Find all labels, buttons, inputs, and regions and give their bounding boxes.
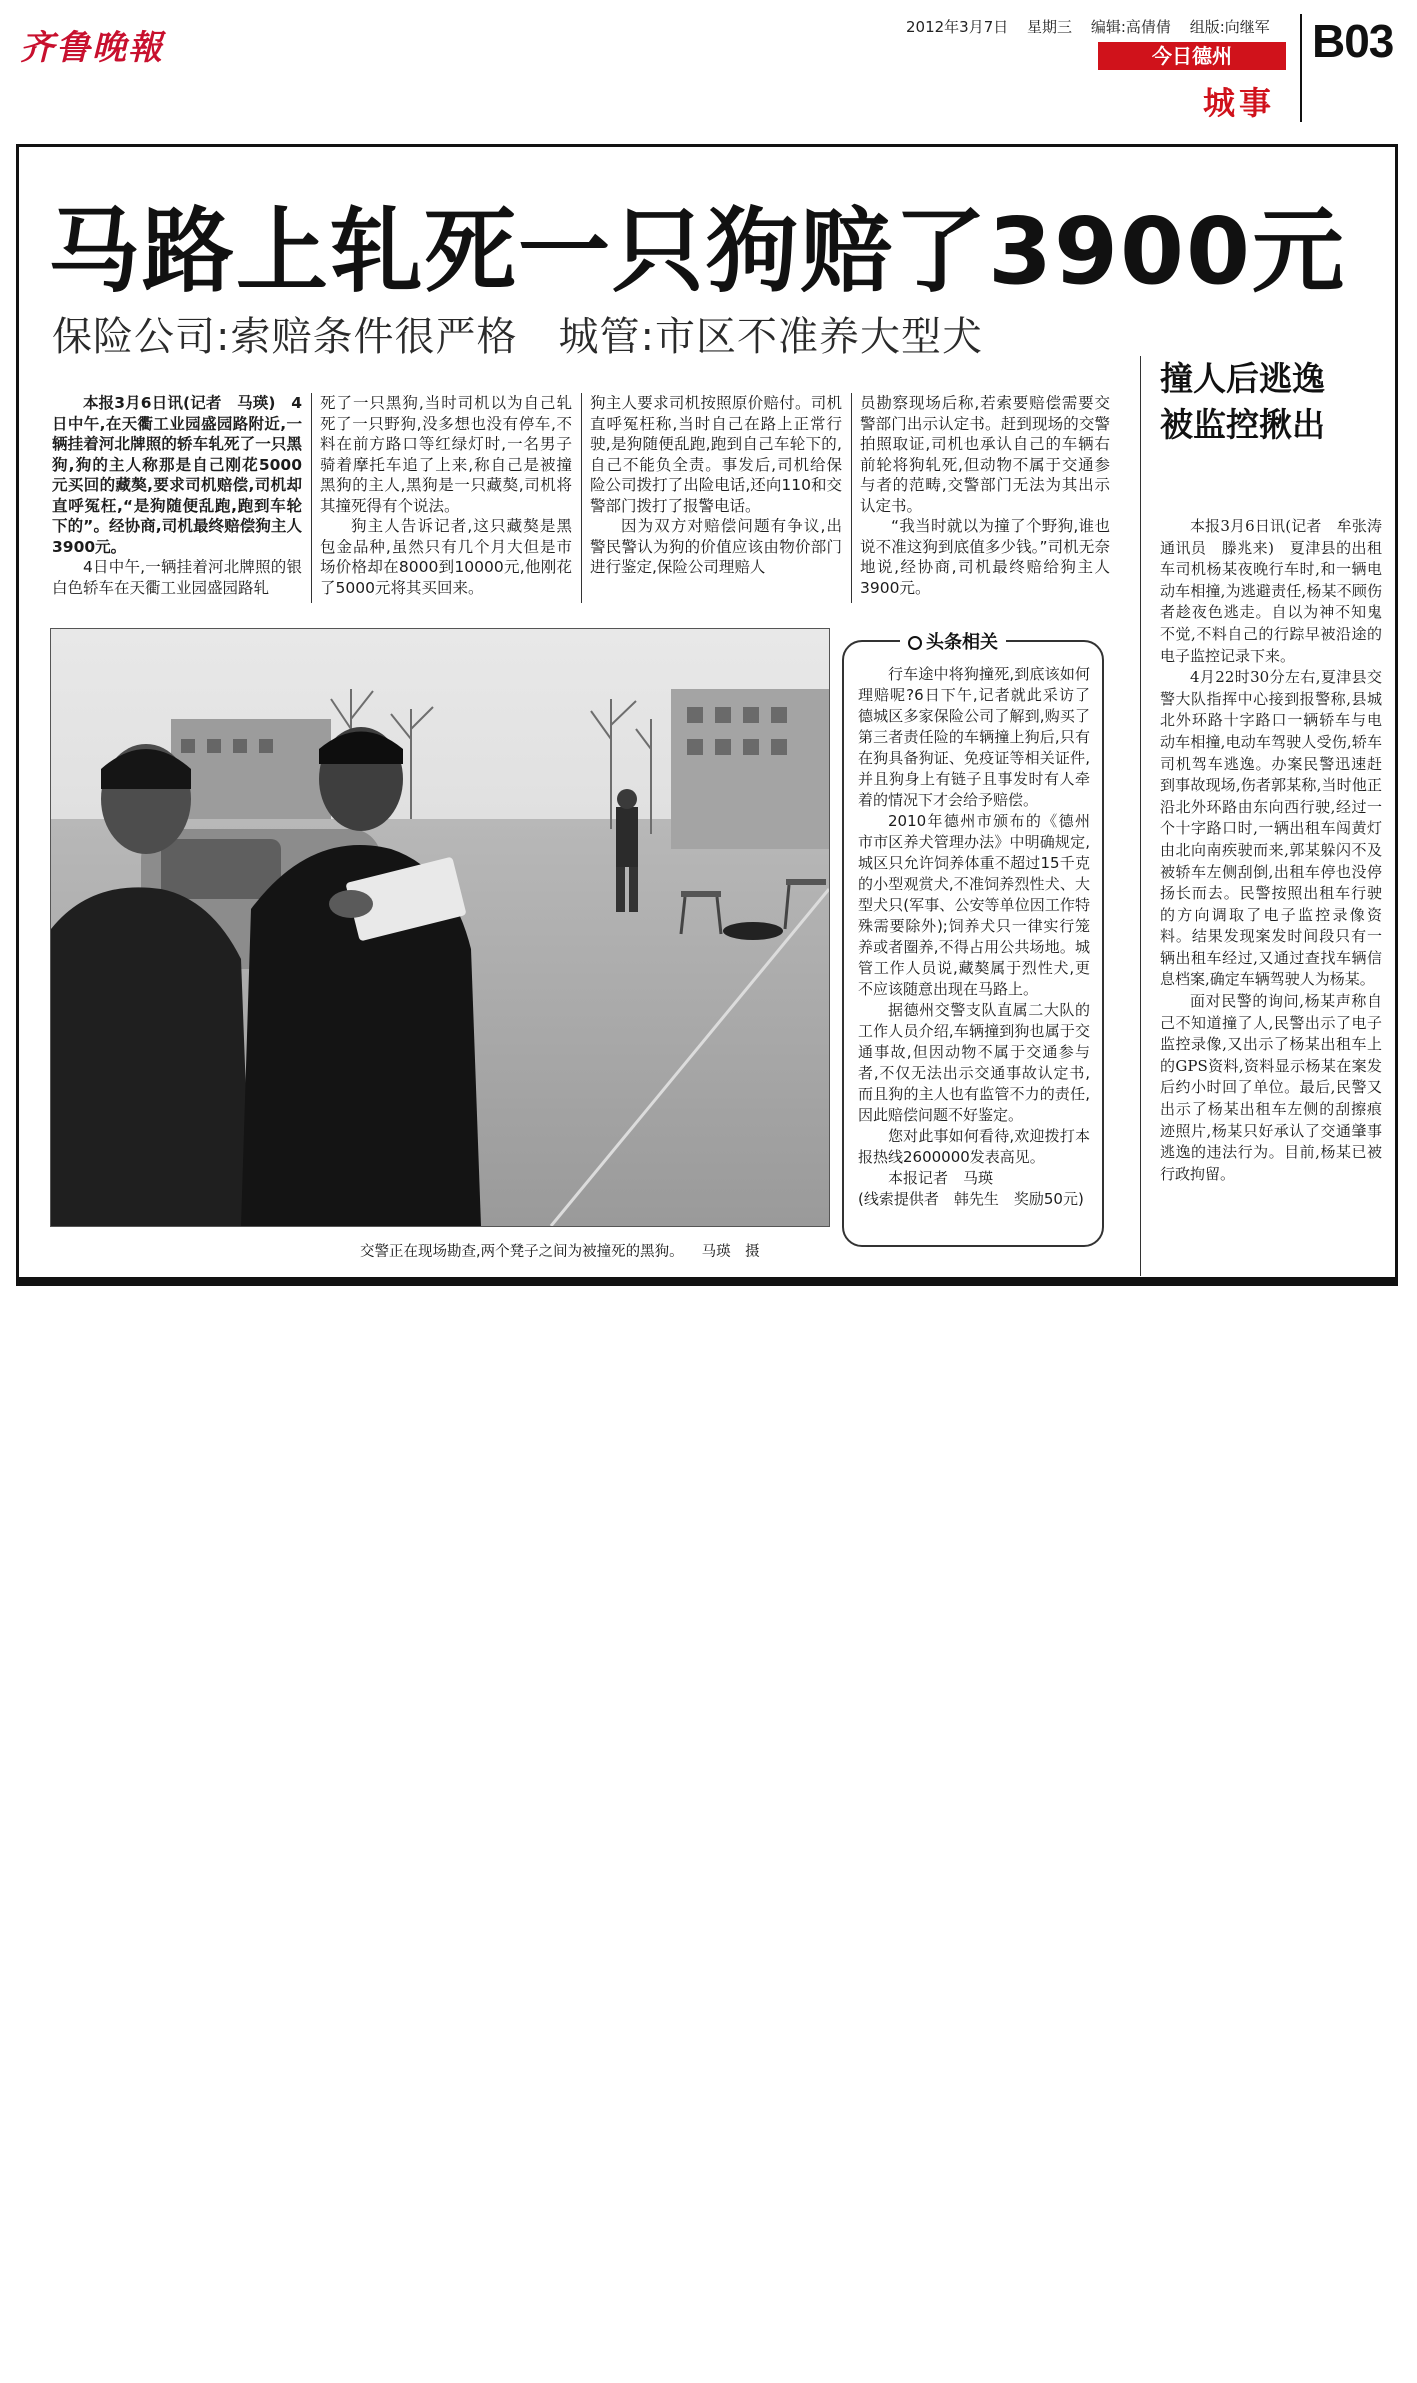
article-paragraph: 狗主人要求司机按照原价赔付。司机直呼冤枉称,当时自己在路上正常行驶,是狗随便乱跑,跑到自己车轮下的,自己不能负全责。事发后,司机给保险公司拨打了出险电话,还向110和交警部门拨打了报警电话。 [590,394,842,515]
sidebar-paragraph: 您对此事如何看待,欢迎拨打本报热线2600000发表高见。 [858,1127,1090,1166]
sidebar-paragraph: 据德州交警支队直属二大队的工作人员介绍,车辆撞到狗也属于交通事故,但因动物不属于交通参与者,不仅无法出示交通事故认定书,而且狗的主人也有监管不力的责任,因此赔偿问题不好鉴定。 [858,1001,1090,1124]
main-subhead: 保险公司:索赔条件很严格 城管:市区不准养大型犬 [52,314,983,360]
article-column-1 [52,393,302,598]
sidebar-paragraph: 行车途中将狗撞死,到底该如何理赔呢?6日下午,记者就此采访了德城区多家保险公司了解到,购买了第三者责任险的车辆撞上狗后,只有在狗具备狗证、免疫证等相关证件,并且狗身上有链子且事发时有人牵着的情况下才会给予赔偿。 [858,665,1090,809]
main-headline: 马路上轧死一只狗赔了3900元 [48,198,1347,305]
sidebar-body [858,664,1090,1210]
issue-weekday: 星期三 [1027,18,1073,36]
header-divider [1300,14,1302,122]
side-story-headline [1160,356,1325,448]
side-story-body [1160,516,1398,1185]
caption-credit: 马瑛 摄 [701,1244,760,1260]
article-column-4 [860,393,1110,598]
article-column-3 [590,393,842,578]
column-rule [851,393,852,603]
photo-caption [360,1240,760,1261]
news-photo [50,628,830,1227]
article-paragraph: 死了一只黑狗,当时司机以为自己轧死了一只野狗,没多想也没有停车,不料在前方路口等红绿灯时,一名男子骑着摩托车追了上来,称自己是被撞黑狗的主人,黑狗是一只藏獒,司机将其撞死得有个说法。 [320,394,572,515]
sidebar-paragraph: 2010年德州市颁布的《德州市市区养犬管理办法》中明确规定,城区只允许饲养体重不超过15千克的小型观赏犬,不准饲养烈性犬、大型犬只(军事、公安等单位因工作特殊需要除外);饲养犬只一律实行笼养或者圈养,不得占用公共场地。城管工作人员说,藏獒属于烈性犬,更不应该随意出现在马路上。 [858,812,1090,998]
newspaper-masthead: 齐鲁晚報 [20,28,164,68]
article-paragraph: 本报3月6日讯(记者 马瑛) 4日中午,在天衢工业园盛园路附近,一辆挂着河北牌照的轿车轧死了一只黑狗,狗的主人称那是自己刚花5000元买回的藏獒,要求司机赔偿,司机却直呼冤枉,“是狗随便乱跑,跑到车轮下的”。经协商,司机最终赔偿狗主人3900元。 [52,394,302,556]
news-photo-illustration [51,629,829,1226]
sidebar-byline: 本报记者 马瑛 [888,1169,994,1187]
page-meta [906,16,1284,37]
side-story-paragraph: 面对民警的询问,杨某声称自己不知道撞了人,民警出示了电子监控录像,又出示了杨某出租车上的GPS资料,资料显示杨某在案发后约小时回了单位。最后,民警又出示了杨某出租车左侧的刮擦痕迹照片,杨某只好承认了交通肇事逃逸的违法行为。目前,杨某已被行政拘留。 [1160,992,1382,1183]
side-headline-line-1: 撞人后逃逸 [1160,359,1325,398]
column-rule [581,393,582,603]
page-number: B03 [1312,15,1394,67]
article-paragraph: 员勘察现场后称,若索要赔偿需要交警部门出示认定书。赶到现场的交警拍照取证,司机也承认自己的车辆右前轮将狗轧死,但动物不属于交通参与者的范畴,交警部门无法为其出示认定书。 [860,394,1110,515]
section-tag: 今日德州 [1098,42,1286,70]
side-headline-line-2: 被监控揪出 [1160,405,1325,444]
editor-credit: 编辑:高倩倩 [1090,18,1171,36]
column-rule [311,393,312,603]
caption-text: 交警正在现场勘查,两个凳子之间为被撞死的黑狗。 [360,1244,684,1260]
section-name: 城事 [1203,84,1276,122]
issue-date: 2012年3月7日 [906,18,1009,36]
sidebar-title-text: 头条相关 [926,632,998,653]
side-story-rule [1140,356,1141,1276]
article-paragraph: 因为双方对赔偿问题有争议,出警民警认为狗的价值应该由物价部门进行鉴定,保险公司理赔人 [590,517,842,576]
circle-icon [908,636,922,650]
layout-credit: 组版:向继军 [1189,18,1270,36]
side-story-paragraph: 4月22时30分左右,夏津县交警大队指挥中心接到报警称,县城北外环路十字路口一辆轿车与电动车相撞,电动车驾驶人受伤,轿车司机驾车逃逸。办案民警迅速赶到事故现场,伤者郭某称,当时他正沿北外环路由东向西行驶,经过一个十字路口时,一辆出租车闯黄灯由北向南疾驶而来,郭某躲闪不及被轿车左侧刮倒,出租车停也没停扬长而去。民警按照出租车行驶的方向调取了电子监控录像资料。结果发现案发时间段只有一辆出租车经过,又通过查找车辆信息档案,确定车辆驾驶人为杨某。 [1160,668,1382,989]
side-story-paragraph: 本报3月6日讯(记者 牟张涛 通讯员 滕兆来) 夏津县的出租车司机杨某夜晚行车时,和一辆电动车相撞,为逃避责任,杨某不顾伤者趁夜色逃走。自以为神不知鬼不觉,不料自己的行踪早被沿途的电子监控记录下来。 [1160,517,1398,665]
article-paragraph: 狗主人告诉记者,这只藏獒是黑包金品种,虽然只有几个月大但是市场价格却在8000到10000元,他刚花了5000元将其买回来。 [320,517,572,597]
sidebar-tip: (线索提供者 韩先生 奖励50元) [858,1190,1084,1208]
frame-bottom-rule [16,1277,1398,1286]
article-paragraph: 4日中午,一辆挂着河北牌照的银白色轿车在天衢工业园盛园路轧 [52,558,302,597]
sidebar-title [900,628,1006,654]
article-paragraph: “我当时就以为撞了个野狗,谁也说不准这狗到底值多少钱。”司机无奈地说,经协商,司机最终赔给狗主人3900元。 [860,517,1110,597]
article-column-2 [320,393,572,598]
